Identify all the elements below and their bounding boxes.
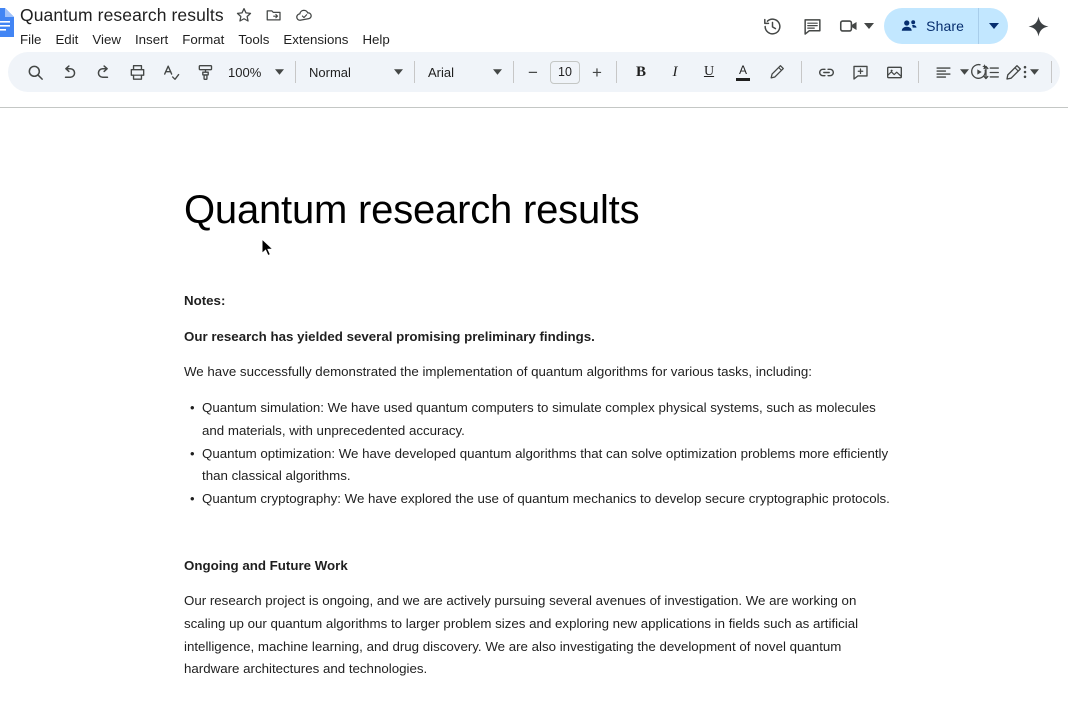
- chevron-down-icon: [989, 23, 999, 29]
- share-button-main[interactable]: [884, 8, 978, 44]
- gemini-sparkle-icon[interactable]: [1018, 6, 1058, 46]
- menu-view[interactable]: View: [92, 32, 121, 47]
- section-paragraph-ongoing: Our research project is ongoing, and we are actively pursuing several avenues of investigation. We are working on scaling up our quantum algorithms to larger problem sizes and exploring new applications in fields such as artificial intelligence, machine learning, and drug discovery. We are also investigating the development of novel quantum hardware architectures and technologies.: [184, 593, 859, 677]
- star-icon[interactable]: [235, 6, 254, 25]
- chevron-down-icon: [1030, 69, 1039, 75]
- zoom-level-value: 100%: [228, 64, 262, 80]
- toolbar-divider: [1051, 61, 1052, 83]
- add-comment-icon[interactable]: [846, 58, 874, 86]
- paragraph-style-value: Normal: [309, 64, 351, 80]
- print-icon[interactable]: [123, 58, 151, 86]
- list-item: • Quantum simulation: We have used quantum computers to simulate complex physical systems, such as molecules and materials, with unprecedented accuracy.: [184, 397, 892, 442]
- cloud-saved-icon[interactable]: [295, 6, 314, 25]
- insert-image-icon[interactable]: [880, 58, 908, 86]
- comment-icon[interactable]: [792, 6, 832, 46]
- findings-subheading: Our research has yielded several promising preliminary findings.: [184, 328, 595, 344]
- top-bar: [0, 0, 1068, 52]
- italic-button[interactable]: [661, 58, 689, 86]
- page-content: [0, 114, 1068, 681]
- highlight-pen-icon[interactable]: [763, 58, 791, 86]
- underline-button[interactable]: [695, 58, 723, 86]
- ruler[interactable]: [0, 92, 1068, 114]
- formatting-toolbar: [8, 52, 1060, 92]
- pencil-edit-icon[interactable]: [999, 58, 1027, 86]
- font-family-dropdown[interactable]: [422, 58, 506, 86]
- menu-tools[interactable]: Tools: [238, 32, 270, 47]
- section-heading-ongoing: Ongoing and Future Work: [184, 557, 348, 573]
- font-size-input[interactable]: 10: [550, 61, 580, 84]
- title-row: [20, 3, 404, 27]
- meet-button[interactable]: [832, 6, 876, 46]
- menu-insert[interactable]: Insert: [134, 32, 169, 47]
- search-icon[interactable]: [21, 58, 49, 86]
- toolbar-divider: [616, 61, 617, 83]
- toolbar-divider: [513, 61, 514, 83]
- title-block: [20, 0, 404, 51]
- notes-label: Notes:: [184, 293, 226, 308]
- font-size-stepper: [521, 60, 609, 84]
- menu-edit[interactable]: Edit: [55, 32, 79, 47]
- top-bar-actions: [752, 6, 1058, 46]
- move-to-folder-icon[interactable]: [265, 6, 284, 25]
- menu-bar: [20, 29, 404, 51]
- document-canvas: [0, 114, 1068, 716]
- text-color-swatch: [736, 78, 750, 81]
- insert-link-icon[interactable]: [812, 58, 840, 86]
- redo-icon[interactable]: [89, 58, 117, 86]
- list-item: • Quantum optimization: We have developed quantum algorithms that can solve optimization problems more efficiently than classical algorithms.: [184, 443, 892, 488]
- section-spacer: [184, 511, 892, 555]
- menu-extensions[interactable]: Extensions: [283, 32, 349, 47]
- share-dropdown-caret[interactable]: [978, 8, 1008, 44]
- share-button[interactable]: [884, 8, 1008, 44]
- version-history-icon[interactable]: [752, 6, 792, 46]
- menu-help[interactable]: Help: [362, 32, 390, 47]
- edit-mode-dropdown-caret[interactable]: [1027, 58, 1041, 86]
- menu-format[interactable]: Format: [182, 32, 225, 47]
- chevron-down-icon: [860, 23, 874, 29]
- document-title[interactable]: Quantum research results: [20, 5, 224, 25]
- text-color-label: A: [738, 62, 747, 77]
- share-label: Share: [926, 18, 964, 34]
- menu-file[interactable]: File: [20, 32, 42, 47]
- intro-paragraph: We have successfully demonstrated the implementation of quantum algorithms for various tasks, including:: [184, 364, 812, 380]
- toolbar-divider: [414, 61, 415, 83]
- chevron-down-icon: [267, 69, 284, 75]
- document-page[interactable]: [0, 114, 1068, 694]
- toolbar-divider: [295, 61, 296, 83]
- toolbar-right-group: [962, 58, 1052, 86]
- person-add-icon: [900, 17, 918, 35]
- chevron-down-icon: [386, 69, 403, 75]
- chevron-down-icon: [485, 69, 502, 75]
- align-left-icon[interactable]: [929, 58, 957, 86]
- document-heading: Quantum research results: [184, 188, 640, 232]
- toolbar-divider: [918, 61, 919, 83]
- paint-format-icon[interactable]: [191, 58, 219, 86]
- text-color-button[interactable]: [729, 58, 757, 86]
- spellcheck-icon[interactable]: [157, 58, 185, 86]
- bold-label: B: [635, 63, 646, 80]
- list-item: • Quantum cryptography: We have explored the use of quantum mechanics to develop secure cryptographic protocols.: [184, 488, 892, 511]
- ruler-divider: [0, 107, 1068, 108]
- font-family-value: Arial: [428, 64, 455, 80]
- underline-label: U: [703, 64, 715, 79]
- toolbar-divider: [801, 61, 802, 83]
- findings-bullet-list: [184, 397, 892, 511]
- zoom-level-dropdown[interactable]: [222, 58, 288, 86]
- google-docs-logo[interactable]: [0, 8, 14, 37]
- record-sparkle-icon[interactable]: [965, 58, 993, 86]
- font-size-decrease-button[interactable]: −: [528, 62, 538, 82]
- italic-label: I: [672, 63, 678, 80]
- paragraph-style-dropdown[interactable]: [303, 58, 407, 86]
- bold-button[interactable]: [627, 58, 655, 86]
- undo-icon[interactable]: [55, 58, 83, 86]
- video-camera-icon: [838, 15, 860, 37]
- font-size-increase-button[interactable]: +: [592, 62, 602, 82]
